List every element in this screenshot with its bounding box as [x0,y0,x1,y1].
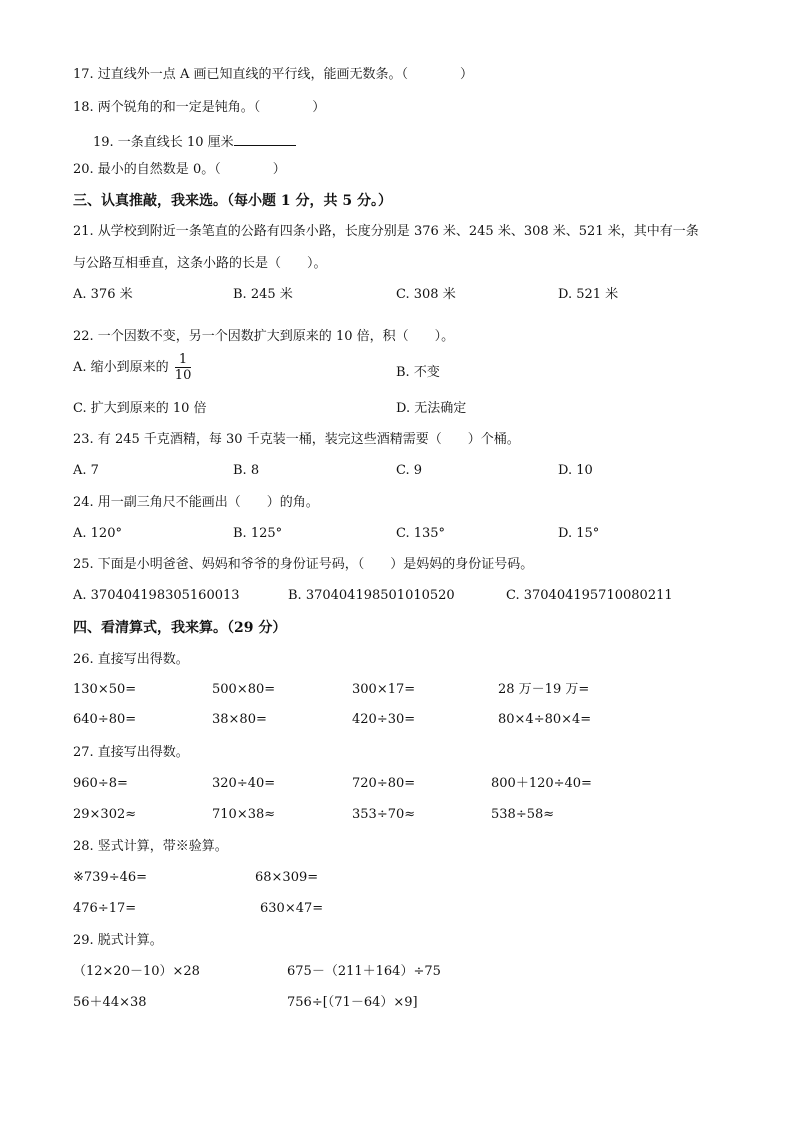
q21-option-a: A. 376 米 [73,287,133,302]
q27-item: 960÷8= [73,776,128,791]
q28-item: 476÷17= [73,901,137,916]
q28-item: 630×47= [260,901,324,916]
q25-option-a: A. 370404198305160013 [73,588,240,603]
question-25-stem: 25. 下面是小明爸爸、妈妈和爷爷的身份证号码，（ ）是妈妈的身份证号码。 [73,557,534,572]
section-4-title: 四、看清算式，我来算。（29 分） [73,620,287,636]
q27-item: 800＋120÷40= [491,776,592,791]
fraction-one-tenth [175,352,192,383]
q25-option-c: C. 370404195710080211 [506,588,673,603]
q27-item: 720÷80= [352,776,416,791]
question-24-stem: 24. 用一副三角尺不能画出（ ）的角。 [73,495,319,510]
q22-option-c: C. 扩大到原来的 10 倍 [73,401,207,416]
q27-item: 353÷70≈ [352,807,416,822]
section-3-title: 三、认真推敲，我来选。（每小题 1 分，共 5 分。） [73,193,392,209]
q26-item: 28 万－19 万= [498,682,590,697]
q23-option-d: D. 10 [558,463,593,478]
question-27-stem: 27. 直接写出得数。 [73,745,189,760]
q29-item: 675－（211＋164）÷75 [287,964,441,979]
q24-option-a: A. 120° [73,526,122,541]
q29-item: 756÷[（71－64）×9] [287,995,418,1010]
q21-option-c: C. 308 米 [396,287,456,302]
question-23-stem: 23. 有 245 千克酒精，每 30 千克装一桶，装完这些酒精需要（ ）个桶。 [73,432,520,447]
q22-option-b: B. 不变 [396,365,440,380]
question-20: 20. 最小的自然数是 0。（ ） [73,162,286,177]
q26-item: 420÷30= [352,712,416,727]
q28-item: ※739÷46= [73,870,148,885]
q26-item: 500×80= [212,682,276,697]
q24-option-d: D. 15° [558,526,600,541]
q29-item: （12×20－10）×28 [73,964,200,979]
q27-item: 710×38≈ [212,807,276,822]
q26-item: 130×50= [73,682,137,697]
q27-item: 320÷40= [212,776,276,791]
question-19 [93,133,296,151]
q27-item: 29×302≈ [73,807,137,822]
q28-item: 68×309= [255,870,319,885]
fraction-numerator: 1 [175,352,192,368]
q27-item: 538÷58≈ [491,807,555,822]
question-22-stem: 22. 一个因数不变，另一个因数扩大到原来的 10 倍，积（ ）。 [73,329,455,344]
question-19-text: 19. 一条直线长 10 厘米 [93,135,234,150]
q26-item: 300×17= [352,682,416,697]
q26-item: 80×4÷80×4= [498,712,592,727]
q24-option-c: C. 135° [396,526,446,541]
question-21-line1: 21. 从学校到附近一条笔直的公路有四条小路，长度分别是 376 米、245 米、308 米、521 米，其中有一条 [73,224,699,239]
q26-item: 38×80= [212,712,267,727]
question-26-stem: 26. 直接写出得数。 [73,652,189,667]
q26-item: 640÷80= [73,712,137,727]
q22-option-a [73,352,191,383]
fraction-denominator: 10 [174,368,192,383]
q25-option-b: B. 370404198501010520 [288,588,455,603]
question-28-stem: 28. 竖式计算，带※验算。 [73,839,228,854]
q21-option-b: B. 245 米 [233,287,293,302]
q23-option-b: B. 8 [233,463,260,478]
q22-option-a-text: A. 缩小到原来的 [73,360,169,375]
q29-item: 56＋44×38 [73,995,147,1010]
question-21-line2: 与公路互相垂直，这条小路的长是（ ）。 [73,256,327,271]
q23-option-c: C. 9 [396,463,423,478]
question-18: 18. 两个锐角的和一定是钝角。（ ） [73,100,326,115]
answer-blank [234,133,296,146]
question-29-stem: 29. 脱式计算。 [73,933,163,948]
q23-option-a: A. 7 [73,463,99,478]
q22-option-d: D. 无法确定 [396,401,467,416]
q21-option-d: D. 521 米 [558,287,619,302]
q24-option-b: B. 125° [233,526,283,541]
question-17: 17. 过直线外一点 A 画已知直线的平行线，能画无数条。（ ） [73,67,473,82]
